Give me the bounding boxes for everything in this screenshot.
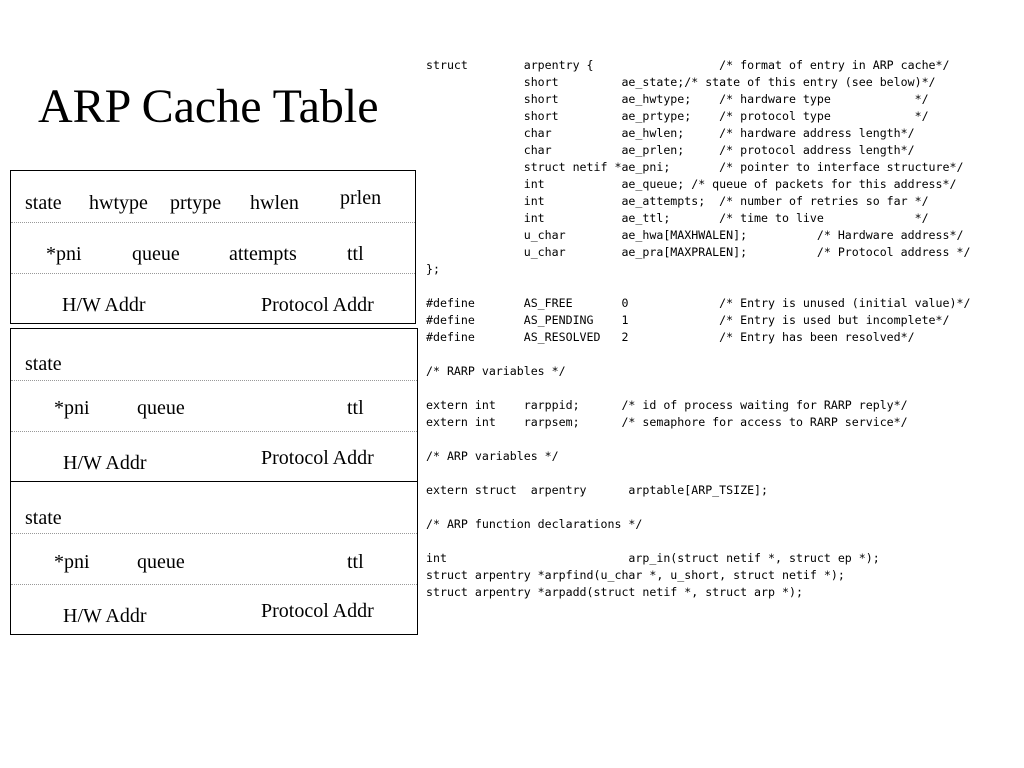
field-attempts: attempts: [229, 243, 297, 265]
field-pni: *pni: [46, 243, 82, 265]
entry-row: [11, 222, 415, 274]
entry-row: [11, 431, 417, 483]
code-line: /* ARP function declarations */: [426, 517, 643, 531]
entry-row: [11, 171, 415, 222]
field-queue: queue: [137, 397, 185, 419]
field-ttl: ttl: [347, 243, 364, 265]
field-state: state: [25, 353, 62, 375]
code-line: struct arpentry { /* format of entry in ARP cache*/: [426, 58, 950, 72]
code-line: short ae_prtype; /* protocol type */: [426, 109, 929, 123]
field-prtype: prtype: [170, 192, 222, 214]
code-line: extern int rarpsem; /* semaphore for access to RARP service*/: [426, 415, 908, 429]
field-protocol-addr: Protocol Addr: [261, 447, 374, 469]
field-ttl: ttl: [347, 397, 364, 419]
code-line: short ae_hwtype; /* hardware type */: [426, 92, 929, 106]
field-state: state: [25, 192, 62, 214]
field-state: state: [25, 507, 62, 529]
code-line: int ae_ttl; /* time to live */: [426, 211, 929, 225]
entry-row: [11, 533, 417, 585]
field-protocol-addr: Protocol Addr: [261, 294, 374, 316]
page-title: ARP Cache Table: [38, 80, 379, 133]
arp-entry-2: [10, 328, 418, 482]
field-prlen: prlen: [340, 187, 382, 209]
code-line: /* RARP variables */: [426, 364, 566, 378]
code-line: struct arpentry *arpadd(struct netif *, struct arp *);: [426, 585, 803, 599]
code-line: char ae_prlen; /* protocol address length*/: [426, 143, 915, 157]
field-hw-addr: H/W Addr: [63, 605, 147, 627]
code-line: int ae_queue; /* queue of packets for this address*/: [426, 177, 957, 191]
code-line: [426, 533, 970, 550]
field-hw-addr: H/W Addr: [63, 452, 147, 474]
field-hwlen: hwlen: [250, 192, 299, 214]
code-listing: [426, 57, 970, 601]
code-line: short ae_state;/* state of this entry (see below)*/: [426, 75, 936, 89]
code-line: struct arpentry *arpfind(u_char *, u_short, struct netif *);: [426, 568, 845, 582]
field-hwtype: hwtype: [89, 192, 148, 214]
field-ttl: ttl: [347, 551, 364, 573]
entry-row: [11, 380, 417, 432]
code-line: [426, 465, 970, 482]
code-line: int ae_attempts; /* number of retries so far */: [426, 194, 929, 208]
code-line: extern struct arpentry arptable[ARP_TSIZE];: [426, 483, 769, 497]
field-pni: *pni: [54, 551, 90, 573]
field-protocol-addr: Protocol Addr: [261, 600, 374, 622]
code-line: u_char ae_pra[MAXPRALEN]; /* Protocol address */: [426, 245, 971, 259]
field-queue: queue: [137, 551, 185, 573]
code-line: #define AS_FREE 0 /* Entry is unused (initial value)*/: [426, 296, 971, 310]
entry-row: [11, 329, 417, 380]
arp-entry-1: [10, 170, 416, 324]
code-line: [426, 380, 970, 397]
code-line: /* ARP variables */: [426, 449, 559, 463]
code-line: char ae_hwlen; /* hardware address length*/: [426, 126, 915, 140]
arp-entry-3: [10, 481, 418, 635]
code-line: [426, 499, 970, 516]
code-line: [426, 431, 970, 448]
code-line: struct netif *ae_pni; /* pointer to interface structure*/: [426, 160, 964, 174]
code-line: [426, 278, 970, 295]
entry-row: [11, 273, 415, 325]
field-pni: *pni: [54, 397, 90, 419]
code-line: #define AS_RESOLVED 2 /* Entry has been resolved*/: [426, 330, 915, 344]
code-line: };: [426, 262, 440, 276]
code-line: [426, 346, 970, 363]
entry-row: [11, 482, 417, 533]
code-line: #define AS_PENDING 1 /* Entry is used but incomplete*/: [426, 313, 950, 327]
code-line: extern int rarppid; /* id of process waiting for RARP reply*/: [426, 398, 908, 412]
code-line: int arp_in(struct netif *, struct ep *);: [426, 551, 880, 565]
field-hw-addr: H/W Addr: [62, 294, 146, 316]
code-line: u_char ae_hwa[MAXHWALEN]; /* Hardware address*/: [426, 228, 964, 242]
field-queue: queue: [132, 243, 180, 265]
entry-row: [11, 584, 417, 636]
